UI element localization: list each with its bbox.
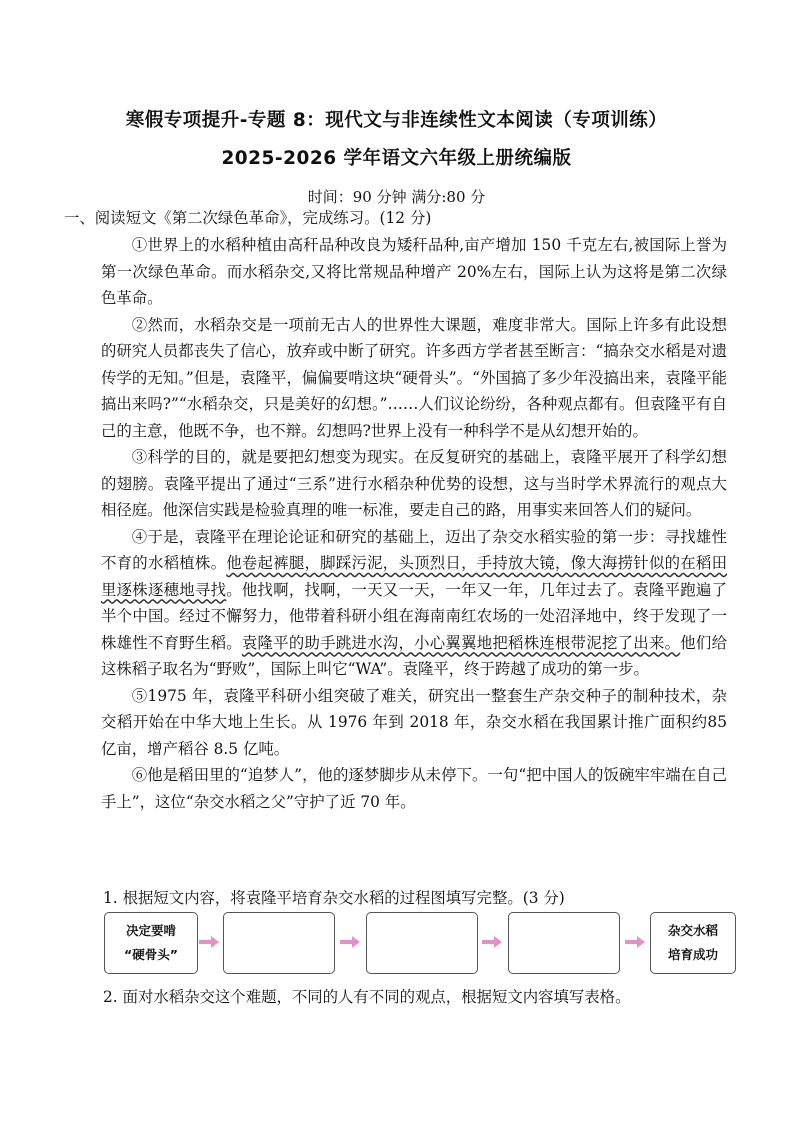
flow-blank-box-3[interactable] <box>508 912 620 974</box>
paragraph-6: ⑥他是稻田里的“追梦人”，他的逐梦脚步从未停下。一句“把中国人的饭碗牢牢端在自己手上”，这位“杂交水稻之父”守护了近 70 年。 <box>101 766 727 811</box>
paragraph-4-text-c: 他们给这株稻子取名为“野败”，国际上叫它“WA”。袁隆平，终于跨越了成功的第一步。 <box>101 633 727 678</box>
flow-end-box <box>650 912 736 974</box>
process-flowchart <box>104 912 744 976</box>
paragraph-4 <box>101 524 727 683</box>
flow-start-line-2: “硬骨头” <box>124 947 178 962</box>
flow-blank-box-1[interactable] <box>223 912 335 974</box>
exam-meta: 时间：90 分钟 满分:80 分 <box>307 188 486 206</box>
reading-passage <box>101 232 727 815</box>
question-2: 2. 面对水稻杂交这个难题，不同的人有不同的观点，根据短文内容填写表格。 <box>103 988 631 1006</box>
underlined-sentence-2: 袁隆平的助手跳进水沟，小心翼翼地把稻株连根带泥挖了出来。 <box>241 633 681 652</box>
flow-blank-box-2[interactable] <box>366 912 478 974</box>
paragraph-2: ②然而，水稻杂交是一项前无古人的世界性大课题，难度非常大。国际上许多有此设想的研究人员都丧失了信心，放弃或中断了研究。许多西方学者甚至断言：“搞杂交水稻是对遗传学的无知。”但是，袁隆平，偏偏要啃这块“硬骨头”。“外国搞了多少年没搞出来，袁隆平能搞出来吗?”“水稻杂交，只是美好的幻想。”……人们议论纷纷，各种观点都有。但袁隆平有自己的主意，他既不争，也不辩。幻想吗?世界上没有一种科学不是从幻想开始的。 <box>101 315 727 440</box>
paragraph-3: ③科学的目的，就是要把幻想变为现实。在反复研究的基础上，袁隆平展开了科学幻想的翅膀。袁隆平提出了通过“三系”进行水稻杂种优势的设想，这与当时学术界流行的观点大相径庭。他深信实践是检验真理的唯一标准，要走自己的路，用事实来回答人们的疑问。 <box>101 448 727 519</box>
flow-start-box <box>104 912 198 974</box>
paragraph-5: ⑤1975 年，袁隆平科研小组突破了难关，研究出一整套生产杂交种子的制种技术，杂交稻开始在中华大地上生长。从 1976 年到 2018 年，杂交水稻在我国累计推广面积约85 亿亩，增产稻谷 8.5 亿吨。 <box>101 686 727 758</box>
paragraph-1: ①世界上的水稻种植由高秆品种改良为矮秆品种,亩产增加 150 千克左右,被国际上誉为第一次绿色革命。而水稻杂交,又将比常规品种增产 20%左右，国际上认为这将是第二次绿色革命。 <box>101 236 727 307</box>
flow-end-line-1: 杂交水稻 <box>667 923 718 938</box>
flow-arrow-icon <box>625 936 645 948</box>
flow-arrow-icon <box>340 936 360 948</box>
question-1: 1. 根据短文内容，将袁隆平培育杂交水稻的过程图填写完整。(3 分) <box>103 889 565 907</box>
paragraph-4-text-a: ④于是，袁隆平在理论论证和研究的基础上，迈出了杂交水稻实验的第一步：寻找雄性不育的水稻植株。 <box>101 527 727 572</box>
flow-start-line-1: 决定要啃 <box>125 923 176 938</box>
flow-arrow-icon <box>482 936 502 948</box>
worksheet-subtitle: 2025-2026 学年语文六年级上册统编版 <box>221 148 572 169</box>
section-heading: 一、阅读短文《第二次绿色革命》，完成练习。(12 分) <box>64 209 432 227</box>
paragraph-4-text-b: 。他找啊，找啊，一天又一天，一年又一年，几年过去了。袁隆平跑遍了半个中国。经过不懈努力，他带着科研小组在海南南红农场的一处沼泽地中，终于发现了一株雄性不育野生稻。 <box>101 580 727 652</box>
underlined-sentence-1: 他卷起裤腿，脚踩污泥，头顶烈日，手持放大镜，像大海捞针似的在稻田里逐株逐穗地寻找 <box>101 554 727 599</box>
worksheet-title: 寒假专项提升-专题 8：现代文与非连续性文本阅读（专项训练） <box>125 110 668 131</box>
flow-arrow-icon <box>199 936 219 948</box>
flow-end-line-2: 培育成功 <box>667 947 718 962</box>
